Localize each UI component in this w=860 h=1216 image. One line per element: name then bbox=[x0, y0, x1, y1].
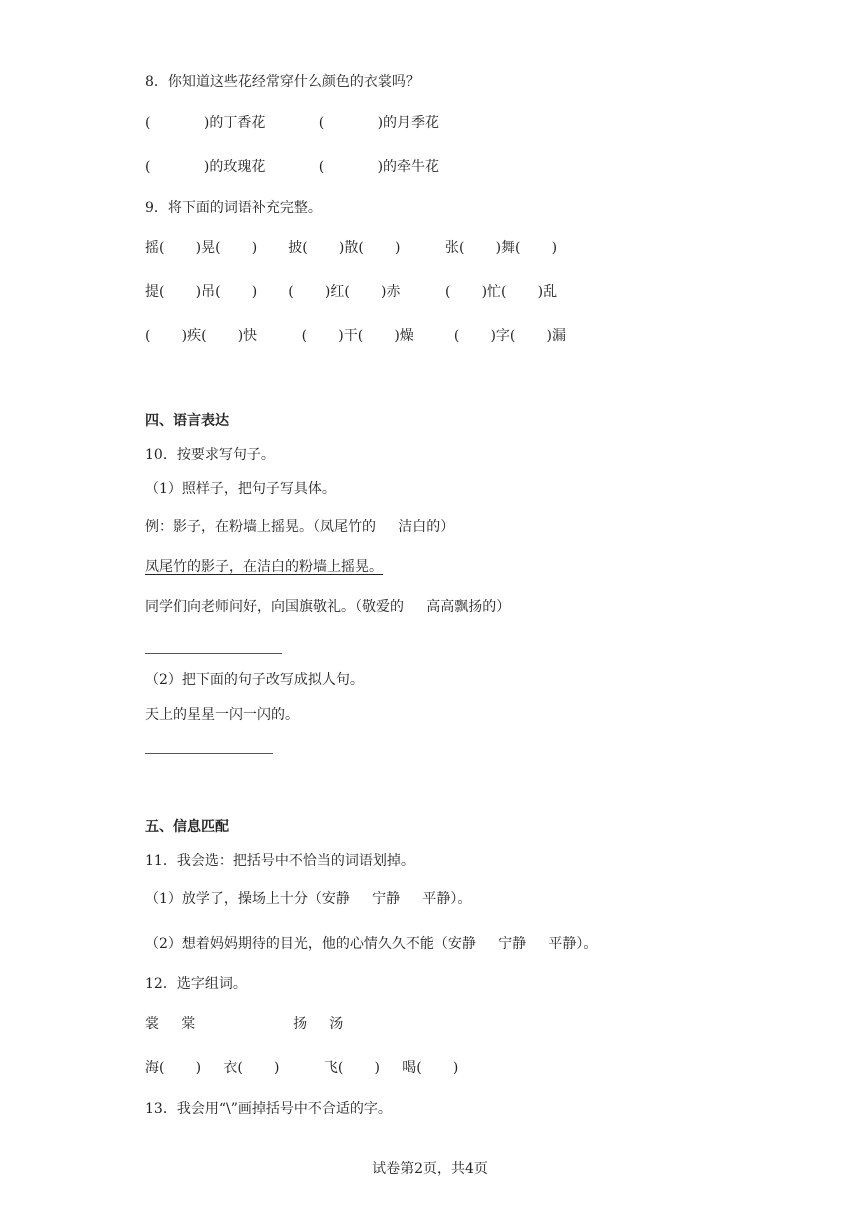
q8-title: 8．你知道这些花经常穿什么颜色的衣裳吗？ bbox=[145, 74, 420, 90]
q10-part2-sentence: 天上的星星一闪一闪的。 bbox=[145, 707, 299, 723]
q9-title: 9．将下面的词语补充完整。 bbox=[145, 200, 322, 216]
page-footer: 试卷第2页，共4页 bbox=[372, 1161, 488, 1177]
q10-example-answer: 凤尾竹的影子，在洁白的粉墙上摇晃。 bbox=[145, 559, 383, 575]
q11-title: 11．我会选：把括号中不恰当的词语划掉。 bbox=[145, 853, 415, 869]
q11-item-1: （1）放学了，操场上十分（安静 宁静 平静）。 bbox=[145, 891, 472, 907]
section-5-heading: 五、信息匹配 bbox=[145, 819, 229, 835]
answer-line-1 bbox=[145, 653, 282, 654]
q11-item-2: （2）想着妈妈期待的目光，他的心情久久不能（安静 宁静 平静）。 bbox=[145, 936, 598, 952]
answer-line-2 bbox=[145, 753, 273, 754]
q10-part1-title: （1）照样子，把句子写具体。 bbox=[145, 481, 336, 497]
q10-title: 10．按要求写句子。 bbox=[145, 447, 275, 463]
q9-row-3: ( )疾( )快 ( )干( )燥 ( )字( )漏 bbox=[145, 328, 567, 344]
q9-row-1: 摇( )晃( ) 披( )散( ) 张( )舞( ) bbox=[145, 240, 558, 256]
q9-row-2: 提( )吊( ) ( )红( )赤 ( )忙( )乱 bbox=[145, 284, 558, 300]
q10-task-sentence: 同学们向老师问好，向国旗敬礼。（敬爱的 高高飘扬的） bbox=[145, 599, 511, 615]
q12-title: 12．选字组词。 bbox=[145, 976, 247, 992]
q8-row-2: ( )的玫瑰花 ( )的牵牛花 bbox=[145, 159, 440, 175]
q8-row-1: ( )的丁香花 ( )的月季花 bbox=[145, 115, 440, 131]
section-4-heading: 四、语言表达 bbox=[145, 413, 229, 429]
q10-part2-title: （2）把下面的句子改写成拟人句。 bbox=[145, 672, 364, 688]
q13-title: 13．我会用“\”画掉括号中不合适的字。 bbox=[145, 1101, 392, 1117]
q12-characters: 裳 棠 扬 汤 bbox=[145, 1016, 344, 1032]
q10-example: 例：影子，在粉墙上摇晃。（凤尾竹的 洁白的） bbox=[145, 519, 455, 535]
q12-blanks: 海( ) 衣( ) 飞( ) 喝( ) bbox=[145, 1060, 459, 1076]
